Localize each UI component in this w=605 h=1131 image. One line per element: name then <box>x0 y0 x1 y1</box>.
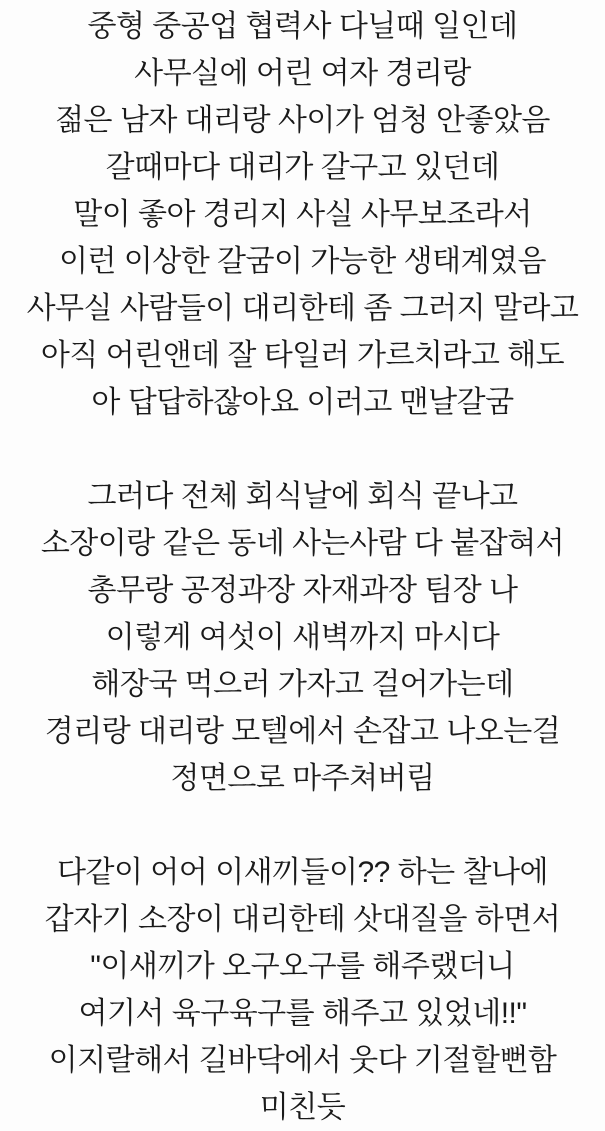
text-line: 여기서 육구육구를 해주고 있었네!!" <box>78 997 527 1030</box>
text-line: 말이 좋아 경리지 사실 사무보조라서 <box>73 198 532 231</box>
paragraph-office-situation <box>0 3 605 426</box>
text-line: 해장국 먹으러 가자고 걸어가는데 <box>91 668 514 701</box>
text-line: 이지랄해서 길바닥에서 웃다 기절할뻔함 <box>48 1044 557 1077</box>
text-line: 그러다 전체 회식날에 회식 끝나고 <box>87 480 518 513</box>
text-line: 경리랑 대리랑 모텔에서 손잡고 나오는걸 <box>44 715 561 748</box>
text-line: 아 답답하잖아요 이러고 맨날갈굼 <box>91 386 514 419</box>
text-line: 총무랑 공정과장 자재과장 팀장 나 <box>87 574 518 607</box>
text-line: 이렇게 여섯이 새벽까지 마시다 <box>105 621 500 654</box>
text-line: 아직 어린앤데 잘 타일러 가르치라고 해도 <box>40 339 565 372</box>
text-line: 이런 이상한 갈굼이 가능한 생태계였음 <box>58 245 547 278</box>
text-line: 사무실 사람들이 대리한테 좀 그러지 말라고 <box>26 292 579 325</box>
text-line: 젊은 남자 대리랑 사이가 엄청 안좋았음 <box>55 104 550 137</box>
text-line: 갑자기 소장이 대리한테 삿대질을 하면서 <box>44 903 561 936</box>
text-line: "이새끼가 오구오구를 해주랬더니 <box>90 950 515 983</box>
text-line: 정면으로 마주쳐버림 <box>170 762 435 795</box>
paragraph-dinner-encounter <box>0 473 605 802</box>
text-line: 중형 중공업 협력사 다닐때 일인데 <box>87 10 518 43</box>
text-line: 사무실에 어린 여자 경리랑 <box>134 57 471 90</box>
text-line: 다같이 어어 이새끼들이?? 하는 찰나에 <box>57 856 548 889</box>
text-line: 소장이랑 같은 동네 사는사람 다 붙잡혀서 <box>40 527 565 560</box>
text-line: 미친듯 <box>259 1091 346 1124</box>
paragraph-punchline <box>0 849 605 1131</box>
text-line: 갈때마다 대리가 갈구고 있던데 <box>105 151 500 184</box>
